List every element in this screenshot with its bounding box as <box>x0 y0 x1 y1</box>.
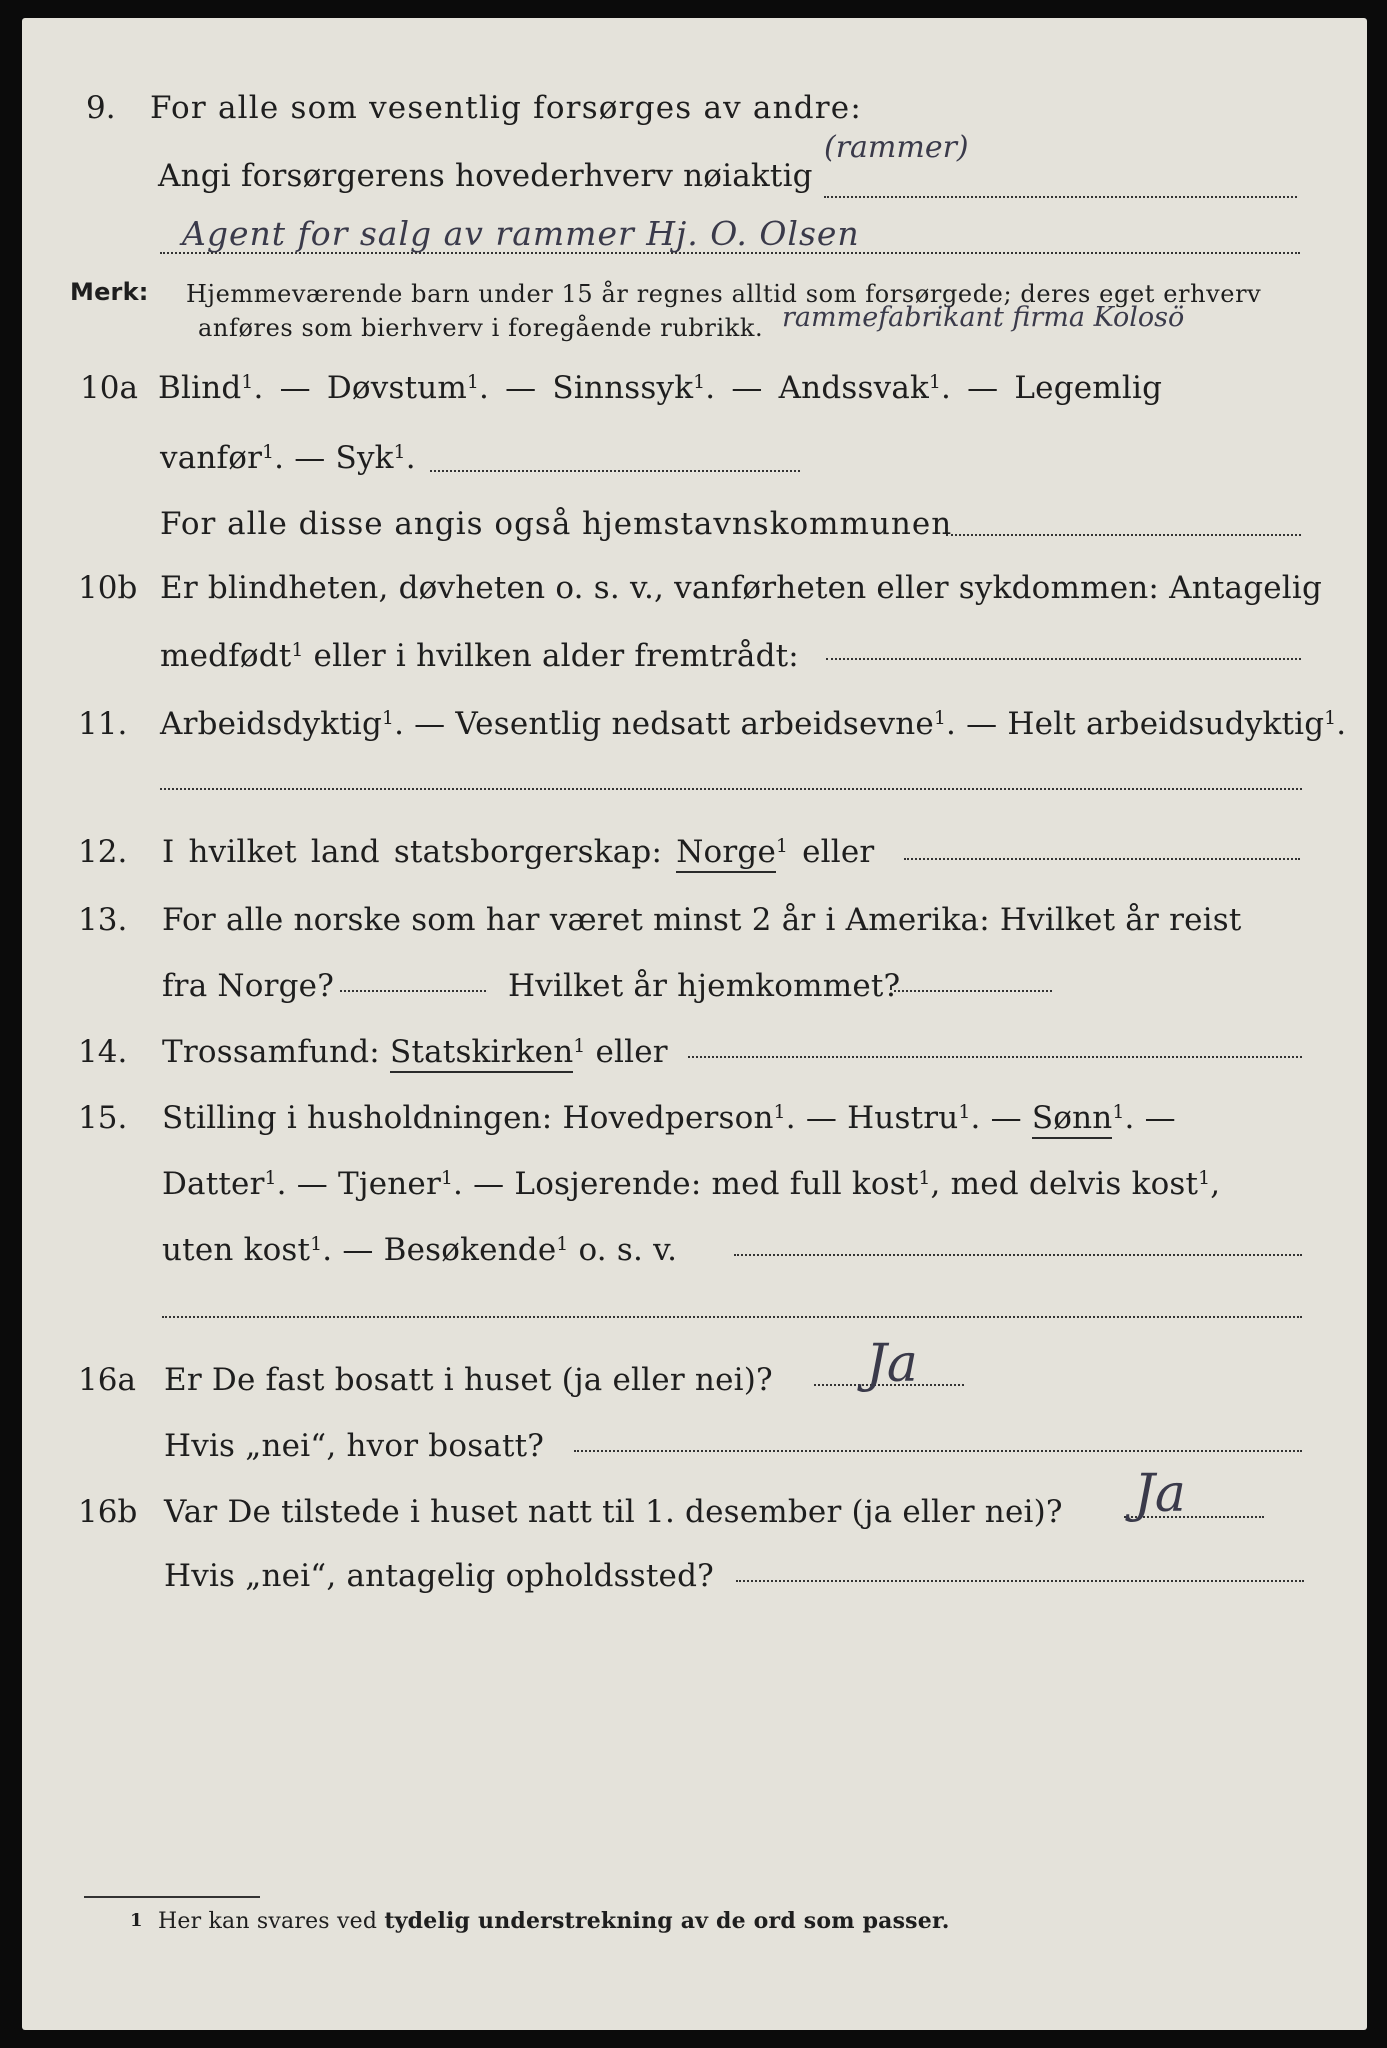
q10a-syk-line <box>430 470 800 472</box>
q15-answer-line-2 <box>162 1316 1302 1318</box>
q13-line1: For alle norske som har været minst 2 år i Amerika: Hvilket år reist <box>162 902 1242 938</box>
q9-answer-line <box>824 196 1297 198</box>
q10a-hjemstavn-line <box>946 534 1301 536</box>
q16b-oppholdssted-line <box>736 1580 1304 1582</box>
q9-number: 9. <box>86 90 116 126</box>
q15-line2: Datter$^1$. — Tjener$^1$. — Losjerende: med full kost$^1$, med delvis kost$^1$, <box>162 1166 1221 1202</box>
q16a-number: 16a <box>78 1362 136 1398</box>
q9-handwriting-answer: Agent for salg av rammer Hj. O. Olsen <box>182 214 860 253</box>
q10a-line1: Blind$^1$. — Døvstum$^1$. — Sinnssyk$^1$. — Andssvak$^1$. — Legemlig <box>158 370 1163 406</box>
q13-reist-line <box>340 990 486 992</box>
q10b-line1: Er blindheten, døvheten o. s. v., vanførheten eller sykdommen: Antagelig <box>160 570 1323 606</box>
q16b-number: 16b <box>78 1494 138 1530</box>
q9-answer-line-2 <box>160 252 1300 254</box>
census-form-page <box>22 18 1367 2030</box>
q16b-handwritten-answer: Ja <box>1134 1464 1186 1524</box>
q10b-alder-line <box>826 658 1301 660</box>
q15-line1: Stilling i husholdningen: Hovedperson$^1$. — Hustru$^1$. — Sønn$^1$. — <box>162 1100 1176 1136</box>
merk-line1: Hjemmeværende barn under 15 år regnes alltid som forsørgede; deres eget erhverv <box>186 280 1262 308</box>
q16a-handwritten-answer: Ja <box>866 1334 918 1394</box>
q10a-number: 10a <box>80 370 138 406</box>
q15-answer-line <box>734 1254 1302 1256</box>
q9-handwriting-occupation: (rammer) <box>824 130 969 165</box>
q11-answer-line <box>160 788 1302 790</box>
merk-label: Merk: <box>70 278 149 306</box>
q13-number: 13. <box>78 902 128 938</box>
q16a-line1: Er De fast bosatt i huset (ja eller nei)? <box>164 1362 773 1398</box>
q10b-line2: medfødt$^1$ eller i hvilken alder fremtrådt: <box>160 638 799 674</box>
q15-number: 15. <box>78 1100 128 1136</box>
q12-number: 12. <box>78 834 128 870</box>
q15-line3: uten kost$^1$. — Besøkende$^1$ o. s. v. <box>162 1232 678 1268</box>
q10a-line2: vanfør$^1$. — Syk$^1$. <box>160 440 416 476</box>
q13-hjemkommet-line <box>894 990 1052 992</box>
q16b-line2: Hvis „nei“, antagelig opholdssted? <box>164 1558 714 1594</box>
q11-number: 11. <box>78 706 128 742</box>
footnote-mark: 1 <box>130 1910 143 1931</box>
q12-answer-line <box>904 858 1300 860</box>
q16a-line2: Hvis „nei“, hvor bosatt? <box>164 1428 545 1464</box>
footnote-rule <box>84 1896 260 1898</box>
q14-line: Trossamfund: Statskirken$^1$ eller <box>162 1034 668 1070</box>
q13-line2b: Hvilket år hjemkommet? <box>508 968 901 1004</box>
q16a-bosatt-line <box>574 1450 1302 1452</box>
q9-line1: For alle som vesentlig forsørges av andre: <box>150 90 862 126</box>
q9-line2: Angi forsørgerens hovederhverv nøiaktig <box>158 158 813 194</box>
footnote-text: Her kan svares ved tydelig understrekning av de ord som passer. <box>158 1908 950 1934</box>
q14-answer-line <box>688 1056 1302 1058</box>
q12-line: I hvilket land statsborgerskap: Norge$^1$ eller <box>162 834 874 870</box>
q16b-line1: Var De tilstede i huset natt til 1. desember (ja eller nei)? <box>164 1494 1063 1530</box>
merk-handwriting: rammefabrikant firma Kolosö <box>782 302 1185 333</box>
q13-line2a: fra Norge? <box>162 968 335 1004</box>
q14-number: 14. <box>78 1034 128 1070</box>
q10a-line3: For alle disse angis også hjemstavnskommunen <box>160 506 953 542</box>
q10b-number: 10b <box>78 570 138 606</box>
merk-line2: anføres som bierhverv i foregående rubrikk. <box>198 314 764 342</box>
q11-line: Arbeidsdyktig$^1$. — Vesentlig nedsatt arbeidsevne$^1$. — Helt arbeidsudyktig$^1$. <box>160 706 1347 742</box>
